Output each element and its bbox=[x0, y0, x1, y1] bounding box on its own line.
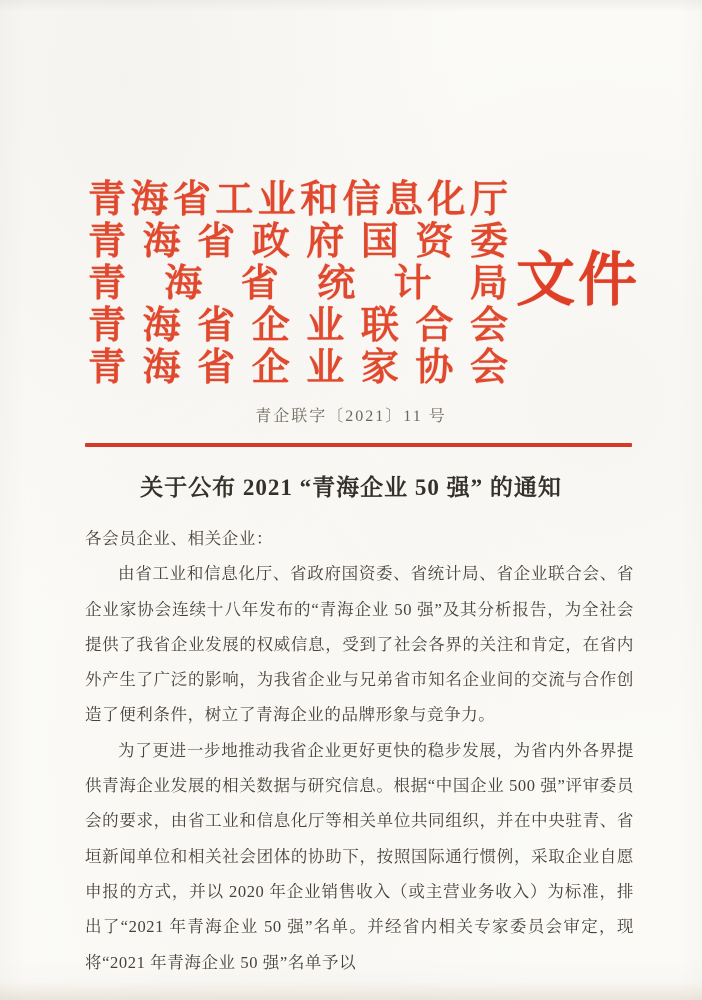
letterhead-divider-rule bbox=[85, 443, 632, 447]
notice-title: 关于公布 2021 “青海企业 50 强” 的通知 bbox=[140, 475, 562, 500]
letterhead-line-5: 青海省企业家协会 bbox=[88, 347, 508, 389]
letterhead-line-2: 青海省政府国资委 bbox=[88, 221, 508, 263]
salutation-line: 各会员企业、相关企业： bbox=[85, 529, 274, 548]
document-type-label: 文件 bbox=[516, 247, 641, 313]
letterhead-line-3: 青海省统计局 bbox=[88, 263, 508, 305]
body-paragraph-1: 由省工业和信息化厅、省政府国资委、省统计局、省企业联合会、省企业家协会连续十八年发布的“青海企业 50 强”及其分析报告，为全社会提供了我省企业发展的权威信息，受到了社会各界的关注和肯定，在省内外产生了广泛的影响，为我省企业与兄弟省市知名企业间的交流与合作创造了便利条件，树立了青海企业的品牌形象与竞争力。 bbox=[85, 564, 634, 725]
document-body bbox=[85, 521, 634, 980]
letterhead-line-1: 青海省工业和信息化厅 bbox=[88, 179, 508, 221]
document-number: 青企联字〔2021〕11 号 bbox=[255, 408, 447, 425]
letterhead bbox=[88, 179, 508, 389]
letterhead-line-4: 青海省企业联合会 bbox=[88, 305, 508, 347]
body-paragraph-2: 为了更进一步地推动我省企业更好更快的稳步发展，为省内外各界提供青海企业发展的相关数据与研究信息。根据“中国企业 500 强”评审委员会的要求，由省工业和信息化厅等相关单位共同组织，并在中央驻青、省垣新闻单位和相关社会团体的协助下，按照国际通行惯例，采取企业自愿申报的方式，并以 2020 年企业销售收入（或主营业务收入）为标准，排出了“2021 年青海企业 50 强”名单。并经省内相关专家委员会审定，现将“2021 年青海企业 50 强”名单予以 bbox=[85, 740, 634, 972]
